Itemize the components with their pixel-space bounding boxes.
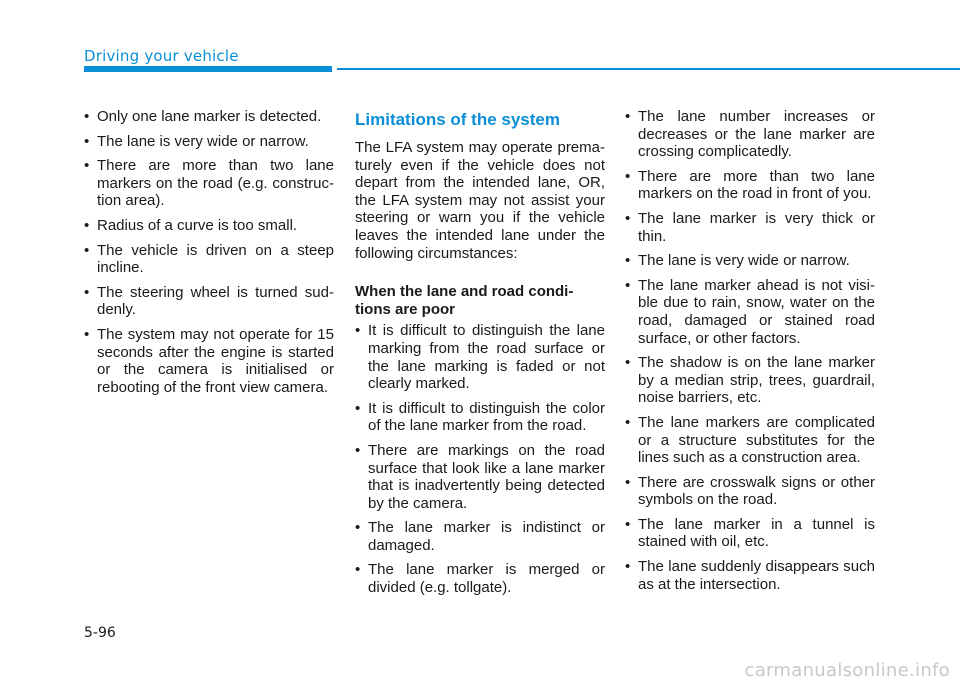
list-item: • The lane marker is indistinct or damaged.: [355, 519, 605, 554]
list-item: • There are more than two lane markers on the road in front of you.: [625, 168, 875, 203]
column-1: [84, 108, 334, 403]
column-2: [355, 110, 605, 604]
list-item: • The lane marker in a tunnel is stained with oil, etc.: [625, 516, 875, 551]
list-item: • The steering wheel is turned sud-denly.: [84, 284, 334, 319]
list-item: • It is difficult to distinguish the lane marking from the road surface or the lane marking is faded or not clearly marked.: [355, 322, 605, 392]
list-item: • The lane suddenly disappears such as at the intersection.: [625, 558, 875, 593]
page-number: 5-96: [84, 625, 116, 641]
list-item: • The vehicle is driven on a steep incline.: [84, 242, 334, 277]
list-item: • The lane is very wide or narrow.: [625, 252, 875, 270]
list-item: • Only one lane marker is detected.: [84, 108, 334, 126]
list-item: • The shadow is on the lane marker by a median strip, trees, guardrail, noise barriers, etc.: [625, 354, 875, 407]
list-item: • The lane markers are complicated or a structure substitutes for the lines such as a construction area.: [625, 414, 875, 467]
list-item: • There are more than two lane markers on the road (e.g. construc-tion area).: [84, 157, 334, 210]
list-item: • The lane marker is merged or divided (e.g. tollgate).: [355, 561, 605, 596]
section-heading: Limitations of the system: [355, 110, 560, 129]
watermark: carmanualsonline.info: [744, 660, 950, 681]
section-header-title: Driving your vehicle: [84, 47, 239, 65]
condition-list-1: [84, 108, 334, 396]
list-item: • There are crosswalk signs or other symbols on the road.: [625, 474, 875, 509]
list-item: • Radius of a curve is too small.: [84, 217, 334, 235]
list-item: • The system may not operate for 15 seconds after the engine is started or the camera is initialised or rebooting of the front view camera.: [84, 326, 334, 396]
list-item: • The lane number increases or decreases or the lane marker are crossing complicatedly.: [625, 108, 875, 161]
column-3: [625, 108, 875, 600]
list-item: • The lane marker ahead is not visi-ble due to rain, snow, water on the road, damaged or stained road surface, or other factors.: [625, 277, 875, 347]
condition-list-2: [355, 322, 605, 596]
header-rule-thin: [337, 68, 960, 70]
subheading: When the lane and road condi-tions are poor: [355, 283, 574, 318]
list-item: • It is difficult to distinguish the color of the lane marker from the road.: [355, 400, 605, 435]
list-item: • There are markings on the road surface that look like a lane marker that is inadvertently being detected by the camera.: [355, 442, 605, 512]
intro-paragraph: The LFA system may operate prema-turely even if the vehicle does not depart from the intended lane, OR, the LFA system may not assist your steering or warn you if the vehicle leaves the intended lane under the following circumstances:: [355, 139, 605, 262]
list-item: • The lane is very wide or narrow.: [84, 133, 334, 151]
condition-list-3: [625, 108, 875, 593]
list-item: • The lane marker is very thick or thin.: [625, 210, 875, 245]
header-rule-thick: [84, 66, 332, 72]
